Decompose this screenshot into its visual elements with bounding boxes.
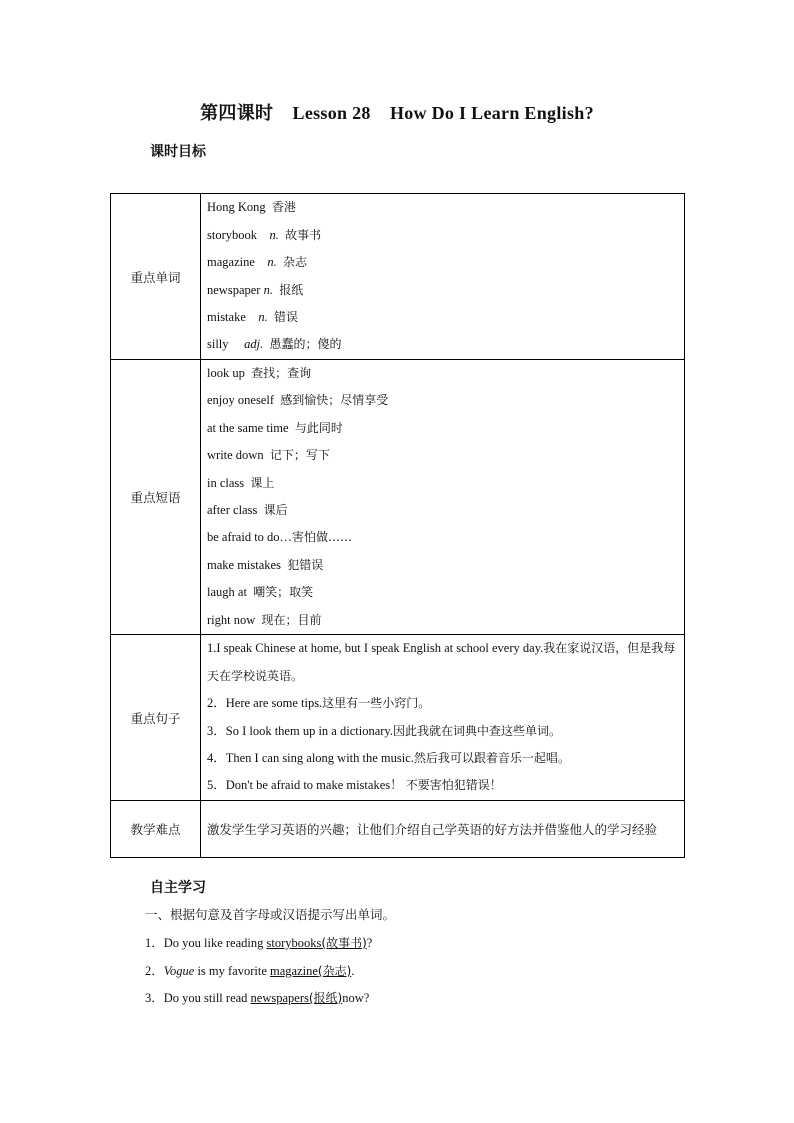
lesson-goals-table bbox=[110, 193, 685, 858]
phrase-item: look up 查找；查询 bbox=[207, 366, 312, 381]
title-lesson-part: 第四课时 bbox=[200, 103, 274, 123]
phrase-item: write down 记下；写下 bbox=[207, 448, 330, 463]
word-item: mistake n. 错误 bbox=[207, 309, 299, 324]
self-study-heading: 自主学习 bbox=[150, 880, 206, 896]
sentence-item: 3．So I look them up in a dictionary.因此我就在词典中查这些单词。 bbox=[207, 723, 561, 738]
phrases-content bbox=[201, 360, 685, 635]
word-item: storybook n. 故事书 bbox=[207, 227, 322, 242]
phrase-item: be afraid to do…害怕做…… bbox=[207, 530, 353, 545]
sentence-item: 2．Here are some tips.这里有一些小窍门。 bbox=[207, 696, 431, 711]
exercise-item: 3．Do you still read newspapers(报纸)now? bbox=[145, 991, 370, 1005]
answer-blank: storybooks(故事书) bbox=[266, 936, 367, 950]
words-label: 重点单词 bbox=[111, 194, 201, 360]
phrases-label: 重点短语 bbox=[111, 360, 201, 635]
phrase-item: in class 课上 bbox=[207, 475, 275, 490]
difficulty-text: 激发学生学习英语的兴趣；让他们介绍自己学英语的好方法并借鉴他人的学习经验 bbox=[207, 821, 658, 837]
word-item: Hong Kong 香港 bbox=[207, 200, 296, 215]
difficulty-label: 教学难点 bbox=[111, 801, 201, 858]
answer-blank: newspapers(报纸) bbox=[250, 991, 343, 1005]
phrase-item: after class 课后 bbox=[207, 503, 288, 517]
word-item: silly adj. 愚蠢的；傻的 bbox=[207, 337, 342, 352]
exercise-item: 2．Vogue is my favorite magazine(杂志). bbox=[145, 964, 355, 978]
sentence-item: 5．Don't be afraid to make mistakes！ 不要害怕犯错误！ bbox=[207, 778, 502, 793]
exercise-instruction: 一、根据句意及首字母或汉语提示写出单词。 bbox=[145, 907, 396, 922]
goals-heading: 课时目标 bbox=[150, 144, 206, 160]
word-item: newspaper n. 报纸 bbox=[207, 282, 304, 297]
answer-blank: magazine(杂志) bbox=[270, 964, 352, 978]
word-item: magazine n. 杂志 bbox=[207, 255, 308, 270]
words-row bbox=[111, 194, 685, 360]
phrase-item: right now 现在；目前 bbox=[207, 612, 322, 627]
phrase-item: at the same time 与此同时 bbox=[207, 420, 343, 435]
phrase-item: laugh at 嘲笑；取笑 bbox=[207, 585, 314, 600]
page-title bbox=[0, 99, 794, 125]
phrase-item: make mistakes 犯错误 bbox=[207, 557, 324, 572]
title-lesson-number: Lesson 28 bbox=[292, 103, 371, 123]
phrase-item: enjoy oneself 感到愉快；尽情享受 bbox=[207, 393, 389, 408]
difficulty-row bbox=[111, 801, 685, 858]
exercise-item: 1．Do you like reading storybooks(故事书)? bbox=[145, 936, 373, 950]
sentence-item: 4．Then I can sing along with the music.然后我可以跟着音乐一起唱。 bbox=[207, 750, 570, 765]
difficulty-content bbox=[201, 801, 685, 858]
sentences-row bbox=[111, 635, 685, 801]
phrases-row bbox=[111, 360, 685, 635]
sentences-content bbox=[201, 635, 685, 801]
sentence-item: 1.I speak Chinese at home, but I speak English at school every day.我在家说汉语，但是我每天在学校说英语。 bbox=[207, 641, 676, 683]
title-lesson-name: How Do I Learn English? bbox=[389, 103, 594, 123]
words-content bbox=[201, 194, 685, 360]
sentences-label: 重点句子 bbox=[111, 635, 201, 801]
